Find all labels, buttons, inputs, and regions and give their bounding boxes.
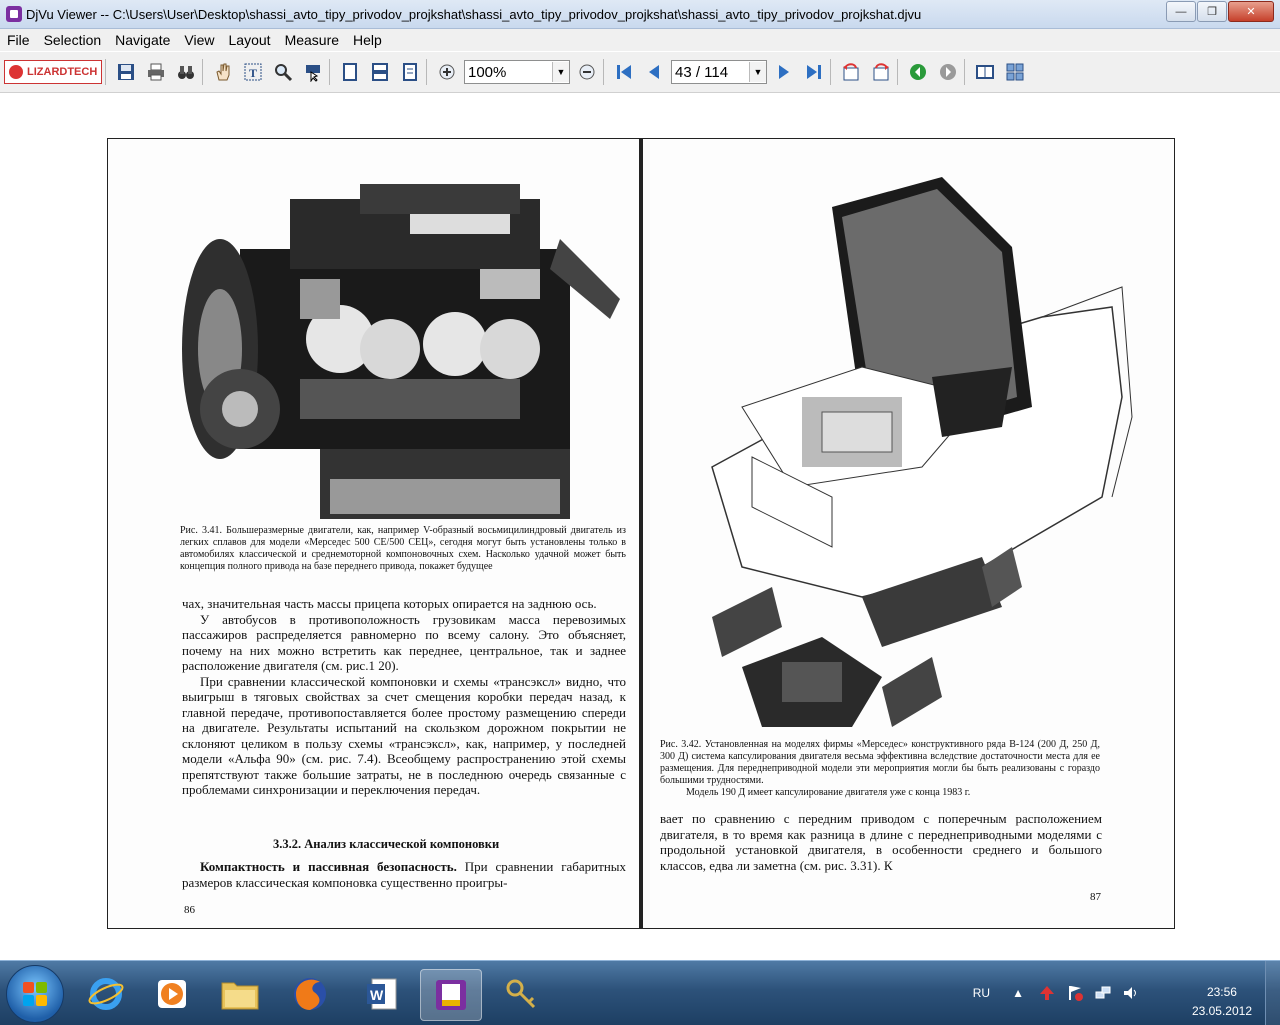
previous-page-icon	[644, 62, 664, 82]
forward-view-button[interactable]	[868, 59, 894, 85]
page-value: 43 / 114	[675, 63, 729, 81]
continuous-button[interactable]	[367, 59, 393, 85]
printer-icon	[146, 62, 166, 82]
single-page-button[interactable]	[337, 59, 363, 85]
page-dropdown-arrow-icon[interactable]: ▼	[749, 62, 766, 82]
circle-forward-icon	[938, 62, 958, 82]
print-button[interactable]	[143, 59, 169, 85]
document-view[interactable]	[0, 93, 1280, 960]
taskbar-djvu-viewer[interactable]	[420, 969, 482, 1021]
start-button[interactable]	[6, 965, 64, 1023]
zoom-value: 100%	[468, 63, 507, 81]
page-select[interactable]	[671, 60, 767, 84]
figure-caption: Рис. 3.41. Большеразмерные двигатели, как, например V-образный восьмицилиндровый двигатель из легких сплавов для модели «Мерседес 500 СЕ/500 СЕЦ», сегодня могут быть установлены только в автомобилях классической и среднемоторной компоновочных схем. Насколько удачной может быть концепция полного привода на базе переднего привода, покажет будущее	[180, 525, 626, 572]
zoom-out-icon	[577, 62, 597, 82]
zoom-select[interactable]	[464, 60, 570, 84]
lizardtech-logo[interactable]	[4, 60, 102, 84]
toolbar-separator	[426, 59, 427, 85]
go-back-button[interactable]	[905, 59, 931, 85]
text-select-button[interactable]	[240, 59, 266, 85]
taskbar-media-player[interactable]	[142, 969, 202, 1019]
toolbar-separator	[105, 59, 106, 85]
paragraph	[182, 859, 626, 890]
save-icon	[116, 62, 136, 82]
binoculars-icon	[176, 62, 196, 82]
zoom-dropdown-arrow-icon[interactable]: ▼	[552, 62, 569, 82]
next-page-icon	[774, 62, 794, 82]
magnifier-icon	[273, 62, 293, 82]
folder-icon	[220, 977, 260, 1011]
figure-caption: Рис. 3.42. Установленная на моделях фирмы «Мерседес» конструктивного ряда В-124 (200 Д, 250 Д, 300 Д) система капсулирования двигателя весьма эффективна вследствие достаточности места для ее размещения. Для переднеприводной модели эти мероприятия могли бы быть реализованы с гораздо большими трудностями.	[660, 739, 1100, 786]
section-heading: 3.3.2. Анализ классической компоновки	[273, 837, 500, 851]
windows-logo-icon	[23, 982, 47, 1006]
paragraph: чах, значительная часть массы прицепа которых опирается на заднюю ось.	[182, 596, 597, 611]
zoom-in-icon	[437, 62, 457, 82]
facing-pages-button[interactable]	[397, 59, 423, 85]
find-button[interactable]	[173, 59, 199, 85]
paragraph: При сравнении классической компоновки и схемы «трансэксл» видно, что выигрыш в тяговых свойствах за счет смещения коробки передач назад, к главной передаче, противопоставляется более простому размещению спереди на двигателе. Результаты испытаний на скользком дорожном покрытии не склоняют целиком в пользу схемы «трансэксл», как, например, у последней модели «Альфа 90» (см. рис. 7.4). Всеобщему распространению этой схемы препятствуют также большие затраты, не в последнюю очередь связанные с проблемами синхронизации и переключения передач.	[182, 673, 626, 797]
internet-explorer-icon	[87, 975, 125, 1013]
back-view-button[interactable]	[838, 59, 864, 85]
thumbnails-icon	[975, 62, 995, 82]
svg-text:W: W	[370, 987, 384, 1003]
page-number: 87	[1090, 891, 1101, 903]
taskbar	[0, 960, 1280, 1025]
svg-text:T: T	[249, 66, 258, 80]
last-page-icon	[804, 62, 824, 82]
circle-back-icon	[908, 62, 928, 82]
right-body-text	[660, 811, 1102, 873]
show-desktop-button[interactable]	[1265, 961, 1280, 1025]
clock[interactable]	[1192, 983, 1252, 1021]
forward-view-icon	[871, 62, 891, 82]
volume-icon[interactable]	[1122, 984, 1140, 1002]
menu-file[interactable]: File	[7, 32, 30, 48]
first-page-icon	[614, 62, 634, 82]
djvu-viewer-icon	[432, 976, 470, 1014]
engine-cutaway-figure	[180, 179, 626, 524]
back-view-icon	[841, 62, 861, 82]
facing-pages-icon	[400, 62, 420, 82]
clock-date: 23.05.2012	[1191, 1004, 1252, 1018]
page-spread	[107, 138, 1175, 929]
menu-measure[interactable]: Measure	[284, 32, 340, 48]
hand-tool-button[interactable]	[210, 59, 236, 85]
toolbar-separator	[603, 59, 604, 85]
zoom-tool-button[interactable]	[270, 59, 296, 85]
last-page-button[interactable]	[801, 59, 827, 85]
lizardtech-logo-icon	[9, 65, 23, 79]
subheading-text: При сравнении габаритных размеров классическая компоновка существенно проигры-	[182, 859, 627, 890]
next-page-button[interactable]	[771, 59, 797, 85]
hand-icon	[213, 62, 233, 82]
toolbar-separator	[964, 59, 965, 85]
taskbar-keys-utility[interactable]	[492, 969, 552, 1019]
go-forward-button[interactable]	[935, 59, 961, 85]
toolbar-separator	[897, 59, 898, 85]
left-body-text-continued	[182, 859, 626, 890]
menu-help[interactable]: Help	[353, 32, 382, 48]
menu-selection[interactable]: Selection	[43, 32, 102, 48]
network-icon[interactable]	[1094, 984, 1112, 1002]
previous-page-button[interactable]	[641, 59, 667, 85]
toolbar-separator	[202, 59, 203, 85]
taskbar-internet-explorer[interactable]	[76, 969, 136, 1019]
subheading: Компактность и пассивная безопасность.	[200, 859, 457, 874]
zoom-in-button[interactable]	[434, 59, 460, 85]
single-page-icon	[340, 62, 360, 82]
text-select-icon	[243, 62, 263, 82]
close-button[interactable]: ✕	[1228, 1, 1274, 22]
menu-bar	[0, 29, 1280, 51]
taskbar-firefox[interactable]	[280, 969, 340, 1019]
media-player-icon	[155, 977, 189, 1011]
window-controls	[1165, 1, 1274, 22]
system-tray	[973, 961, 1140, 1025]
left-body-text	[182, 596, 626, 798]
toolbar	[0, 52, 1280, 93]
clock-time: 23:56	[1206, 985, 1237, 999]
car-engine-encapsulation-figure	[682, 167, 1142, 737]
select-area-button[interactable]	[300, 59, 326, 85]
logo-text: LIZARDTECH	[27, 66, 98, 78]
paragraph: вает по сравнению с передним приводом с поперечным расположением двигателя, в то время как разница в длине с переднеприводными моделями с продольной установкой двигателя, в особенности среднего и большого классов, едва ли заметна (см. рис. 3.31). К	[660, 811, 1102, 873]
thumbnails-button[interactable]	[972, 59, 998, 85]
figure-caption-last-line: Модель 190 Д имеет капсулирование двигателя уже с конца 1983 г.	[686, 787, 971, 798]
language-indicator[interactable]: RU	[972, 986, 991, 1000]
right-page	[642, 139, 1174, 928]
taskbar-word[interactable]	[352, 969, 412, 1019]
zoom-out-button[interactable]	[574, 59, 600, 85]
paragraph: У автобусов в противоположность грузовикам масса перевозимых пассажиров распределяется равномерно по всему салону. Это объясняет, почему на них можно встретить как переднее, центральное, так и заднее расположение двигателя (см. рис.1 20).	[182, 611, 626, 673]
menu-navigate[interactable]: Navigate	[115, 32, 171, 48]
grid-view-button[interactable]	[1002, 59, 1028, 85]
firefox-icon	[290, 974, 330, 1014]
toolbar-separator	[329, 59, 330, 85]
network-arrow-icon[interactable]	[1038, 984, 1056, 1002]
menu-view[interactable]: View	[184, 32, 215, 48]
minimize-button[interactable]: —	[1166, 1, 1196, 22]
window-title: DjVu Viewer -- C:\Users\User\Desktop\shassi_avto_tipy_privodov_projkshat\shassi_avto_tipy_privodov_projkshat\shassi_avto_tipy_privodov_projkshat.djvu	[26, 6, 922, 22]
first-page-button[interactable]	[611, 59, 637, 85]
toolbar-separator	[830, 59, 831, 85]
djvu-app-icon	[6, 6, 22, 22]
grid-icon	[1005, 62, 1025, 82]
title-bar	[0, 0, 1280, 29]
keys-icon	[504, 976, 540, 1012]
show-hidden-icons-icon[interactable]: ▲	[1012, 986, 1024, 1000]
word-icon	[364, 976, 400, 1012]
menu-layout[interactable]: Layout	[228, 32, 271, 48]
taskbar-file-explorer[interactable]	[210, 969, 270, 1019]
select-area-icon	[303, 62, 323, 82]
flag-alert-icon[interactable]	[1066, 984, 1084, 1002]
save-button[interactable]	[113, 59, 139, 85]
continuous-page-icon	[370, 62, 390, 82]
restore-button[interactable]: ❐	[1197, 1, 1227, 22]
page-number: 86	[184, 904, 195, 916]
left-page	[108, 139, 640, 928]
